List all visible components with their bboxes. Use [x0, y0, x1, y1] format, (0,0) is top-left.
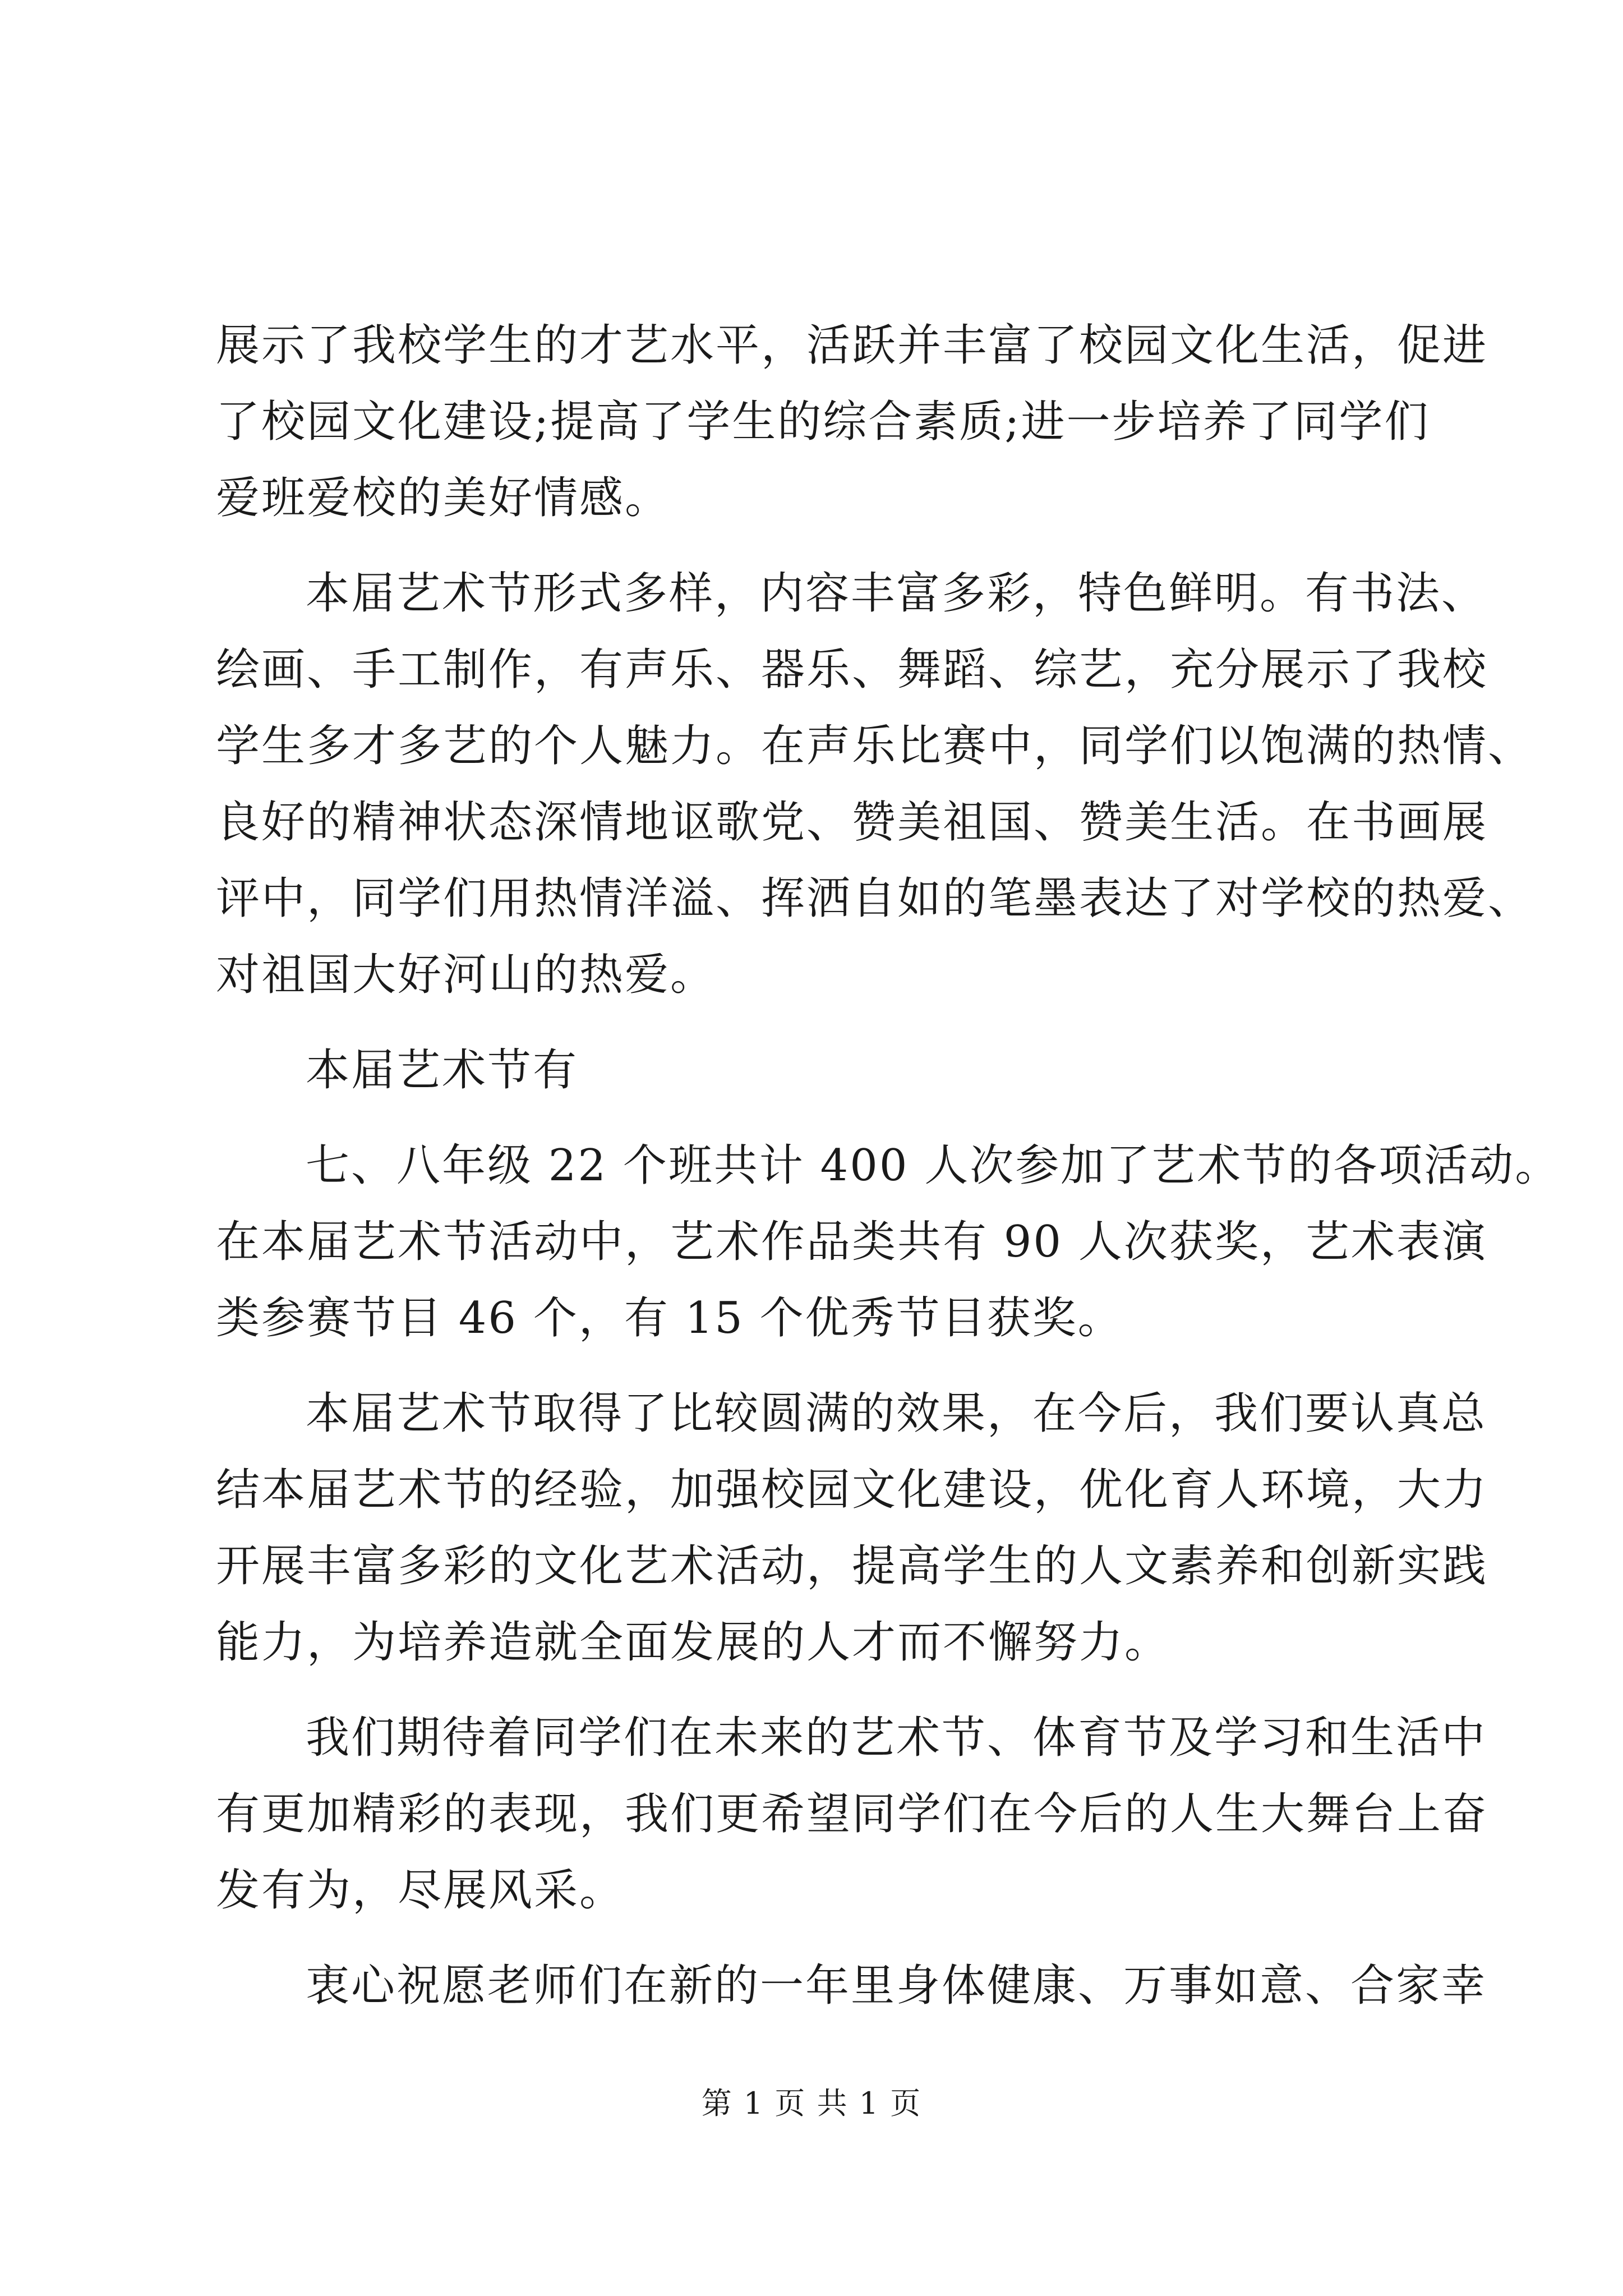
paragraph-first-line: 本届艺术节形式多样，内容丰富多彩，特色鲜明。有书法、 [306, 568, 1487, 619]
paragraph-first-line: 衷心祝愿老师们在新的一年里身体健康、万事如意、合家幸 [306, 1961, 1487, 2011]
text-line: 开展丰富多彩的文化艺术活动，提高学生的人文素养和创新实践 [216, 1541, 1488, 1591]
text-line: 学生多才多艺的个人魅力。在声乐比赛中，同学们以饱满的热情、 [216, 721, 1534, 771]
text-line: 展示了我校学生的才艺水平，活跃并丰富了校园文化生活，促进 [216, 320, 1488, 371]
text-line: 有更加精彩的表现，我们更希望同学们在今后的人生大舞台上奋 [216, 1789, 1488, 1839]
text-line: 评中，同学们用热情洋溢、挥洒自如的笔墨表达了对学校的热爱、 [216, 873, 1534, 924]
document-body [216, 307, 1561, 2024]
text-line: 绘画、手工制作，有声乐、器乐、舞蹈、综艺，充分展示了我校 [216, 645, 1488, 695]
text-line: 爱班爱校的美好情感。 [216, 473, 671, 523]
text-line: 能力，为培养造就全面发展的人才而不懈努力。 [216, 1617, 1170, 1668]
text-line: 结本届艺术节的经验，加强校园文化建设，优化育人环境，大力 [216, 1465, 1488, 1515]
paragraph-first-line: 七、八年级 22 个班共计 400 人次参加了艺术节的各项活动。 [306, 1140, 1561, 1191]
text-line: 类参赛节目 46 个，有 15 个优秀节目获奖。 [216, 1293, 1123, 1343]
text-line: 在本届艺术节活动中，艺术作品类共有 90 人次获奖，艺术表演 [216, 1217, 1487, 1267]
text-line: 了校园文化建设;提高了学生的综合素质;进一步培养了同学们 [216, 397, 1430, 447]
text-line: 对祖国大好河山的热爱。 [216, 950, 716, 1000]
paragraph-first-line: 本届艺术节取得了比较圆满的效果，在今后，我们要认真总 [306, 1388, 1487, 1439]
text-line: 发有为，尽展风采。 [216, 1865, 625, 1916]
text-line: 良好的精神状态深情地讴歌党、赞美祖国、赞美生活。在书画展 [216, 797, 1488, 848]
paragraph-first-line: 我们期待着同学们在未来的艺术节、体育节及学习和生活中 [306, 1713, 1487, 1763]
page-footer: 第 1 页 共 1 页 [701, 2086, 922, 2121]
paragraph-first-line: 本届艺术节有 [306, 1045, 579, 1096]
